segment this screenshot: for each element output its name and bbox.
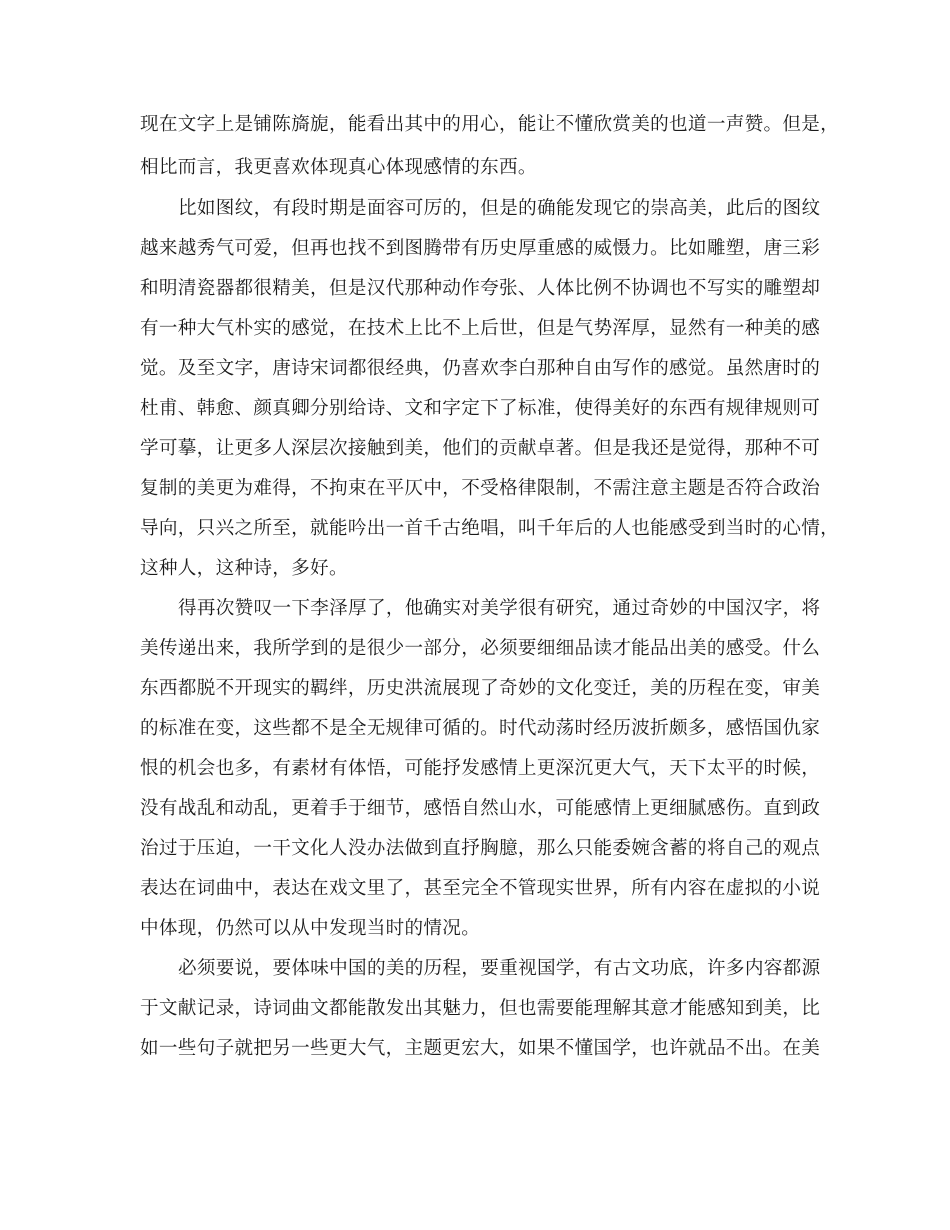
text-line: 有一种大气朴实的感觉，在技术上比不上后世，但是气势浑厚，显然有一种美的感 — [140, 318, 821, 339]
text-line: 于文献记录，诗词曲文都能散发出其魅力，但也需要能理解其意才能感知到美，比 — [140, 998, 821, 1019]
text-line: 复制的美更为难得，不拘束在平仄中，不受格律限制，不需注意主题是否符合政治 — [140, 478, 821, 499]
text-line: 学可摹，让更多人深层次接触到美，他们的贡献卓著。但是我还是觉得，那种不可 — [140, 438, 821, 459]
text-line: 的标准在变，这些都不是全无规律可循的。时代动荡时经历波折颇多，感悟国仇家 — [140, 718, 821, 739]
paragraph-start-line: 得再次赞叹一下李泽厚了，他确实对美学很有研究，通过奇妙的中国汉字，将 — [178, 598, 821, 619]
text-line: 治过于压迫，一干文化人没办法做到直抒胸臆，那么只能委婉含蓄的将自己的观点 — [140, 838, 821, 859]
text-line: 现在文字上是铺陈旖旎，能看出其中的用心，能让不懂欣赏美的也道一声赞。但是， — [140, 114, 840, 135]
text-line: 这种人，这种诗，多好。 — [140, 558, 348, 579]
text-line: 美传递出来，我所学到的是很少一部分，必须要细细品读才能品出美的感受。什么 — [140, 638, 821, 659]
text-line: 东西都脱不开现实的羁绊，历史洪流展现了奇妙的文化变迁，美的历程在变，审美 — [140, 678, 821, 699]
paragraph-start-line: 比如图纹，有段时期是面容可厉的，但是的确能发现它的崇高美，此后的图纹 — [178, 198, 821, 219]
text-line: 相比而言，我更喜欢体现真心体现感情的东西。 — [140, 157, 537, 178]
text-line: 恨的机会也多，有素材有体悟，可能抒发感情上更深沉更大气，天下太平的时候， — [140, 758, 821, 779]
text-line: 越来越秀气可爱，但再也找不到图腾带有历史厚重感的威慑力。比如雕塑，唐三彩 — [140, 238, 821, 259]
text-line: 导向，只兴之所至，就能吟出一首千古绝唱，叫千年后的人也能感受到当时的心情， — [140, 518, 840, 539]
text-line: 没有战乱和动乱，更着手于细节，感悟自然山水，可能感情上更细腻感伤。直到政 — [140, 798, 821, 819]
text-line: 和明清瓷器都很精美，但是汉代那种动作夸张、人体比例不协调也不写实的雕塑却 — [140, 278, 821, 299]
text-line: 表达在词曲中，表达在戏文里了，甚至完全不管现实世界，所有内容在虚拟的小说 — [140, 878, 821, 899]
text-line: 杜甫、韩愈、颜真卿分别给诗、文和字定下了标准，使得美好的东西有规律规则可 — [140, 398, 821, 419]
paragraph-start-line: 必须要说，要体味中国的美的历程，要重视国学，有古文功底，许多内容都源 — [178, 958, 821, 979]
text-line: 觉。及至文字，唐诗宋词都很经典，仍喜欢李白那种自由写作的感觉。虽然唐时的 — [140, 358, 821, 379]
text-line: 中体现，仍然可以从中发现当时的情况。 — [140, 918, 481, 939]
text-line: 如一些句子就把另一些更大气，主题更宏大，如果不懂国学，也许就品不出。在美 — [140, 1038, 821, 1059]
